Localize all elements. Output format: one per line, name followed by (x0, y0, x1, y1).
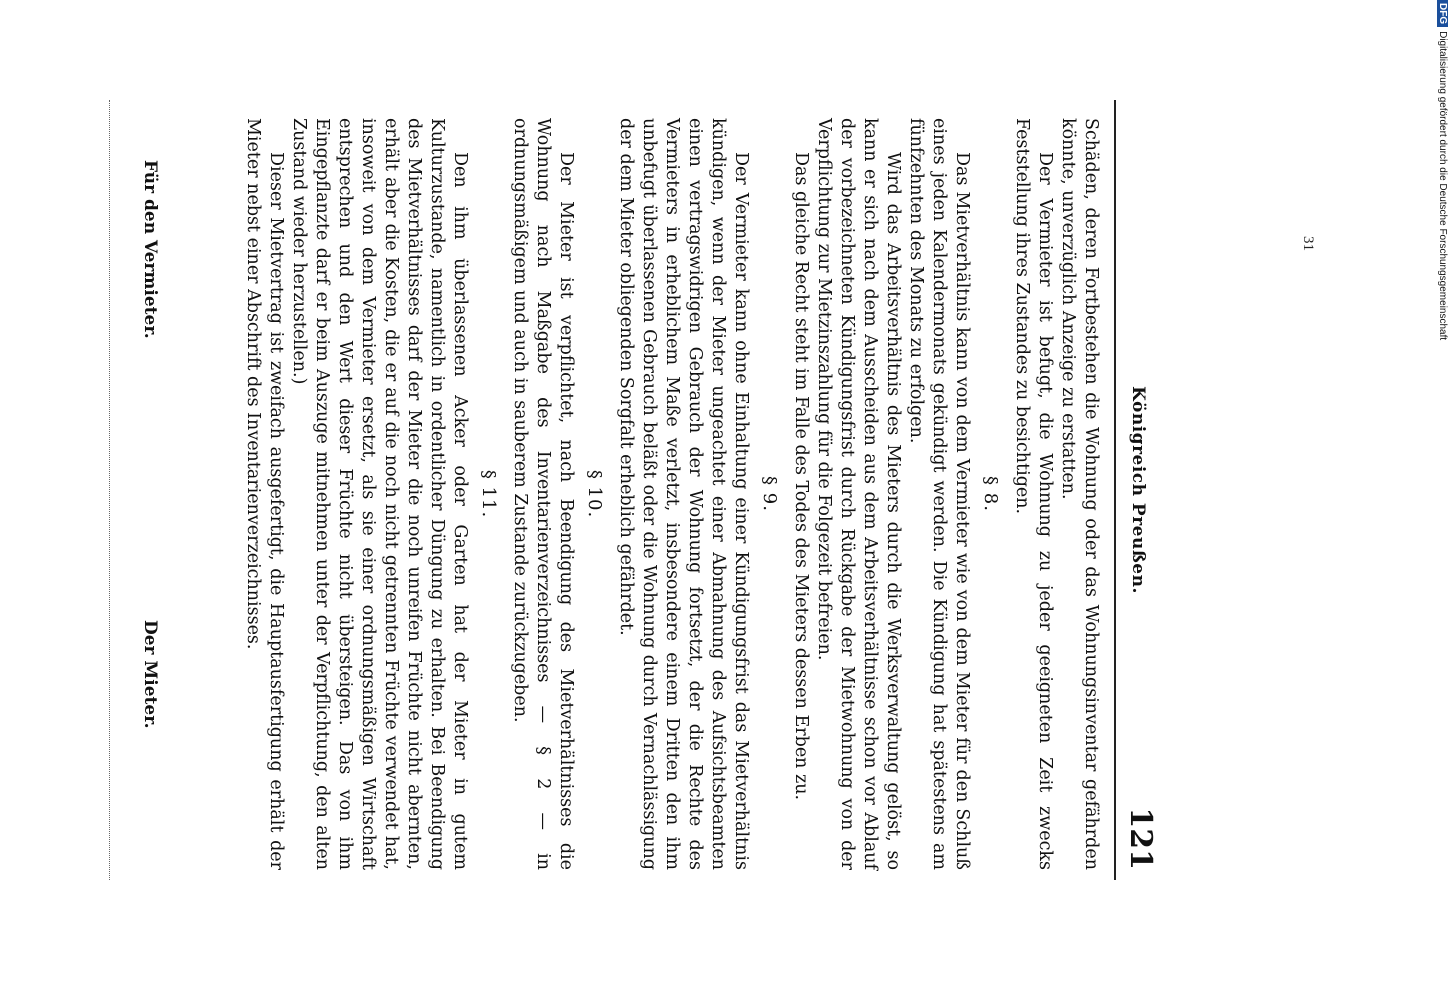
document-body (241, 118, 1102, 870)
paragraph: Wird das Arbeitsverhältnis des Mieters durch die Werksverwaltung gelöst, so kann er sich nach dem Ausscheiden aus dem Arbeitsverhältnisse schon vor Ablauf der vorbezeichneten Kündigungsfrist durch Rückgabe der Mietwohnung von der Verpflichtung zur Mietzinszahlung für die Folgezeit befreien. (814, 118, 903, 870)
sheet-number: 31 (1300, 236, 1316, 251)
header-rule (1114, 100, 1116, 880)
section-heading-11: § 11. (478, 469, 499, 519)
page-number: 121 (1123, 807, 1158, 870)
paragraph: Der Mieter ist verpflichtet, nach Beendigung des Mietverhältnisses die Wohnung nach Maßgabe des Inventarienverzeichnisses — § 2 — in ordnungsmäßigem und auch in sauberem Zustande zurückzugeben. (510, 118, 576, 870)
paragraph: Schäden, deren Fortbestehen die Wohnung oder das Wohnungsinventar gefährden könnte, unverzüglich Anzeige zu erstatten. (1058, 118, 1101, 870)
credit-text: Digitalisierung gefördert durch die Deutsche Forschungsgemeinschaft (1437, 31, 1448, 341)
signature-tenant: Der Mieter. (140, 620, 160, 729)
running-title: Königreich Preußen. (1128, 386, 1148, 594)
paragraph: Der Vermieter kann ohne Einhaltung einer Kündigungsfrist das Mietverhältnis kündigen, wenn der Mieter ungeachtet einer Abmahnung des Aufsichtsbeamten einen vertragswidrigen Gebrauch der Wohnung fortsetzt, der die Rechte des Vermieters in erheblichem Maße verletzt, insbesondere einem Dritten den ihm unbefugt überlassenen Gebrauch beläßt oder die Wohnung durch Vernachlässigung der dem Mieter obliegenden Sorgfalt erheblich gefährdet. (616, 118, 751, 870)
paragraph: Das Mietverhältnis kann von dem Vermieter wie von dem Mieter für den Schluß eines jeden Kalendermonats gekündigt werden. Die Kündigung hat spätestens am fünfzehnten des Monats zu erfolgen. (906, 118, 972, 870)
dfg-logo: DFG (1437, 0, 1448, 27)
paragraph: Das gleiche Recht steht im Falle des Todes des Mieters dessen Erben zu. (791, 152, 811, 801)
rotated-page-content (80, 100, 1160, 880)
signature-dotted-line (107, 100, 110, 880)
paragraph: Der Vermieter ist befugt, die Wohnung zu jeder geeigneten Zeit zwecks Feststellung ihres Zustandes zu besichtigen. (1012, 118, 1055, 870)
paragraph: Den ihm überlassenen Acker oder Garten hat der Mieter in gutem Kulturzustande, namentlich in ordentlicher Düngung zu erhalten. Bei Beendigung des Mietverhältnisses darf der Mieter die noch unreifen Früchte nicht abernten, erhält aber die Kosten, die er auf die noch nicht getrennten Früchte verwendet hat, insoweit von dem Vermieter ersetzt, als sie einer ordnungsmäßigen Wirtschaft entsprechen und den Wert dieser Früchte nicht übersteigen. Das von ihm Eingepflanzte darf er beim Auszuge mitnehmen unter der Verpflichtung, den alten Zustand wieder herzustellen.) (289, 118, 470, 870)
digitization-credit (1437, 0, 1448, 340)
section-heading-8: § 8. (980, 476, 1001, 512)
signature-block (90, 100, 160, 880)
section-heading-10: § 10. (584, 469, 605, 519)
paragraph: Dieser Mietvertrag ist zweifach ausgefertigt, die Hauptausfertigung erhält der Mieter nebst einer Abschrift des Inventarienverzeichnisses. (243, 118, 286, 870)
signature-landlord: Für den Vermieter. (140, 160, 160, 339)
page-header (1112, 100, 1160, 880)
section-heading-9: § 9. (759, 476, 780, 512)
